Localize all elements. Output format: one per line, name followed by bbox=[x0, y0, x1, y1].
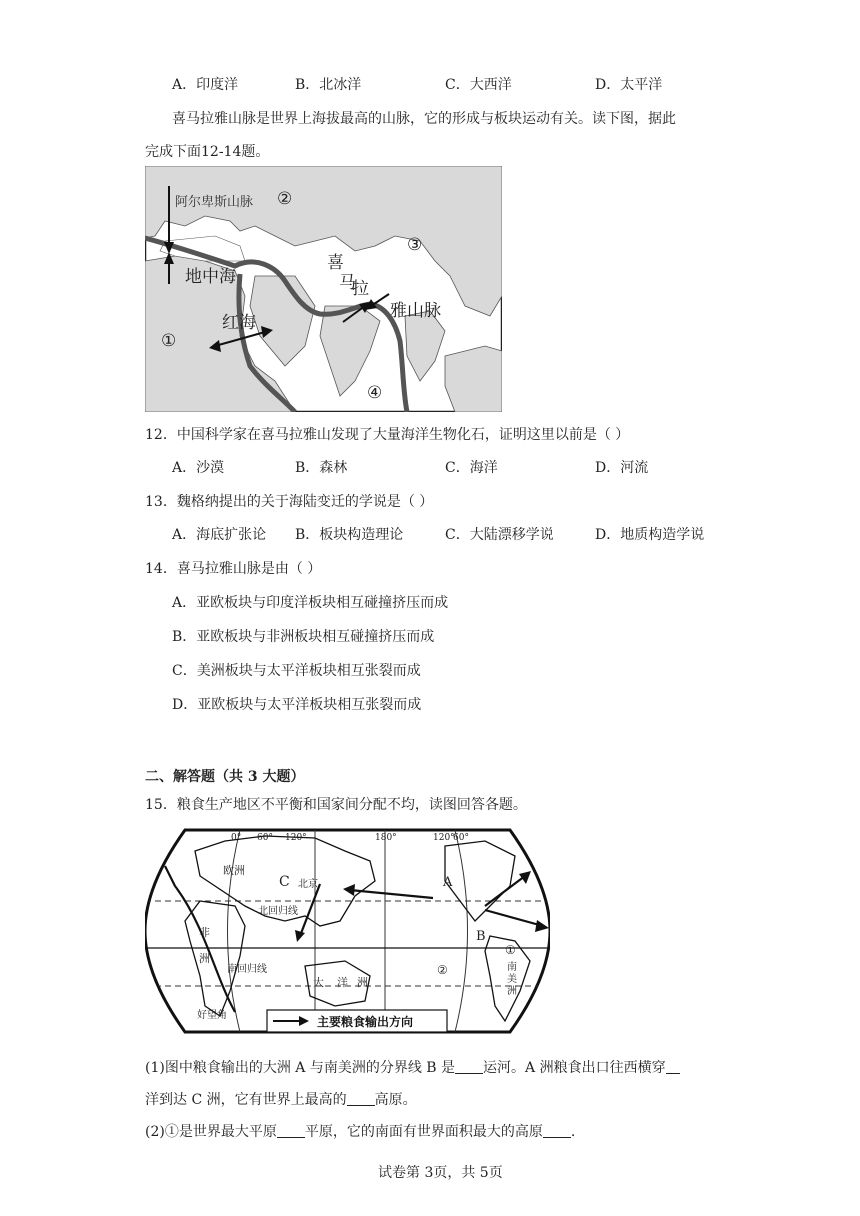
label-cape: 好望角 bbox=[197, 1010, 227, 1021]
q13-stem: 13．魏格纳提出的关于海陆变迁的学说是（ ） bbox=[145, 494, 434, 510]
grain-map bbox=[145, 826, 550, 1036]
label-himalaya-1: 喜 bbox=[327, 253, 344, 273]
q13-option-d[interactable]: D．地质构造学说 bbox=[595, 527, 705, 543]
intro-line-2: 完成下面12-14题。 bbox=[145, 144, 270, 160]
q13-option-b[interactable]: B．板块构造理论 bbox=[295, 527, 404, 543]
answer-blank-plateau[interactable] bbox=[347, 1091, 375, 1106]
q14-option-a[interactable]: A．亚欧板块与印度洋板块相互碰撞挤压而成 bbox=[172, 595, 449, 611]
q12-option-c[interactable]: C．海洋 bbox=[445, 460, 498, 476]
q15-p2-text-c: . bbox=[570, 1124, 576, 1140]
islands-land bbox=[445, 346, 502, 412]
section-title: 二、解答题（共 3 大题） bbox=[145, 769, 305, 785]
q12-stem: 12．中国科学家在喜马拉雅山发现了大量海洋生物化石，证明这里以前是（ ） bbox=[145, 427, 630, 443]
q11-option-a[interactable]: A．印度洋 bbox=[172, 77, 239, 93]
q11-option-d[interactable]: D．太平洋 bbox=[595, 77, 663, 93]
legend-label: 主要粮食输出方向 bbox=[317, 1015, 414, 1029]
label-himalaya-2: 马 bbox=[339, 273, 356, 293]
q12-option-d[interactable]: D．河流 bbox=[595, 460, 649, 476]
q15-p2-text-a: (2)①是世界最大平原 bbox=[145, 1124, 277, 1140]
lon-60b: 60° bbox=[453, 833, 469, 843]
q15-p1-text-d: 高原。 bbox=[374, 1092, 417, 1108]
label-africa-2: 洲 bbox=[199, 952, 210, 965]
q12-option-a[interactable]: A．沙漠 bbox=[172, 460, 225, 476]
label-sa-2: 美 bbox=[507, 974, 517, 985]
answer-blank-largest-plateau[interactable] bbox=[543, 1123, 571, 1138]
label-tropic-n: 北回归线 bbox=[258, 906, 298, 917]
lon-60: 60° bbox=[257, 833, 273, 843]
label-plate-1: ① bbox=[161, 331, 177, 351]
label-himalaya-4: 雅山脉 bbox=[390, 301, 441, 321]
q12-option-b[interactable]: B．森林 bbox=[295, 460, 348, 476]
q13-option-a[interactable]: A．海底扩张论 bbox=[172, 527, 267, 543]
label-tropic-s: 南回归线 bbox=[227, 964, 267, 975]
q15-p1-text-a: (1)图中粮食输出的大洲 A 与南美洲的分界线 B 是 bbox=[145, 1060, 456, 1076]
q13-option-c[interactable]: C．大陆漂移学说 bbox=[445, 527, 554, 543]
label-mediterranean: 地中海 bbox=[185, 267, 236, 287]
intro-line-1: 喜马拉雅山脉是世界上海拔最高的山脉，它的形成与板块运动有关。读下图，据此 bbox=[172, 111, 676, 127]
label-alps: 阿尔卑斯山脉 bbox=[175, 195, 254, 210]
q14-option-d[interactable]: D．亚欧板块与太平洋板块相互张裂而成 bbox=[172, 697, 422, 713]
label-circle-1: ① bbox=[505, 943, 516, 957]
label-oceania-3: 洲 bbox=[357, 976, 368, 989]
label-sa-3: 洲 bbox=[507, 986, 517, 997]
page-footer: 试卷第 3页，共 5页 bbox=[378, 1165, 503, 1181]
q15-stem: 15．粮食生产地区不平衡和国家间分配不均，读图回答各题。 bbox=[145, 797, 527, 813]
q15-p2-text-b: 平原，它的南面有世界面积最大的高原 bbox=[304, 1124, 543, 1140]
label-europe: 欧洲 bbox=[223, 864, 245, 877]
label-himalaya-3: 拉 bbox=[352, 279, 369, 299]
q14-stem: 14．喜马拉雅山脉是由（ ） bbox=[145, 561, 322, 577]
q11-option-c[interactable]: C．大西洋 bbox=[445, 77, 512, 93]
label-oceania-2: 洋 bbox=[337, 976, 348, 989]
label-africa-1: 非 bbox=[199, 926, 210, 939]
lon-0: 0° bbox=[231, 833, 242, 843]
answer-blank-canal[interactable] bbox=[455, 1059, 483, 1074]
q15-p1-text-c: 洋到达 C 洲，它有世界上最高的 bbox=[145, 1092, 347, 1108]
label-red-sea: 红海 bbox=[222, 313, 256, 333]
label-b: B bbox=[476, 929, 486, 944]
label-plate-2: ② bbox=[277, 189, 293, 209]
label-plate-4: ④ bbox=[367, 383, 383, 403]
label-c: C bbox=[279, 874, 290, 890]
label-oceania-1: 大 bbox=[313, 976, 324, 989]
label-plate-3: ③ bbox=[407, 235, 423, 255]
q15-part1-line1 bbox=[145, 1057, 680, 1077]
label-beijing: 北京 bbox=[298, 879, 318, 890]
plate-map bbox=[145, 166, 502, 412]
lon-120: 120° bbox=[285, 833, 307, 843]
q14-option-b[interactable]: B．亚欧板块与非洲板块相互碰撞挤压而成 bbox=[172, 629, 435, 645]
answer-blank-ocean[interactable] bbox=[666, 1059, 680, 1074]
lon-180: 180° bbox=[375, 833, 397, 843]
label-sa-1: 南 bbox=[507, 962, 517, 973]
q15-part1-line2 bbox=[145, 1089, 417, 1109]
q14-option-c[interactable]: C．美洲板块与太平洋板块相互张裂而成 bbox=[172, 663, 421, 679]
answer-blank-plain[interactable] bbox=[277, 1123, 305, 1138]
lon-120b: 120° bbox=[433, 833, 455, 843]
label-a: A bbox=[443, 875, 453, 890]
q15-part2 bbox=[145, 1121, 575, 1141]
q11-option-b[interactable]: B．北冰洋 bbox=[295, 77, 362, 93]
q15-p1-text-b: 运河。A 洲粮食出口往西横穿 bbox=[483, 1060, 666, 1076]
label-circle-2: ② bbox=[437, 963, 448, 977]
